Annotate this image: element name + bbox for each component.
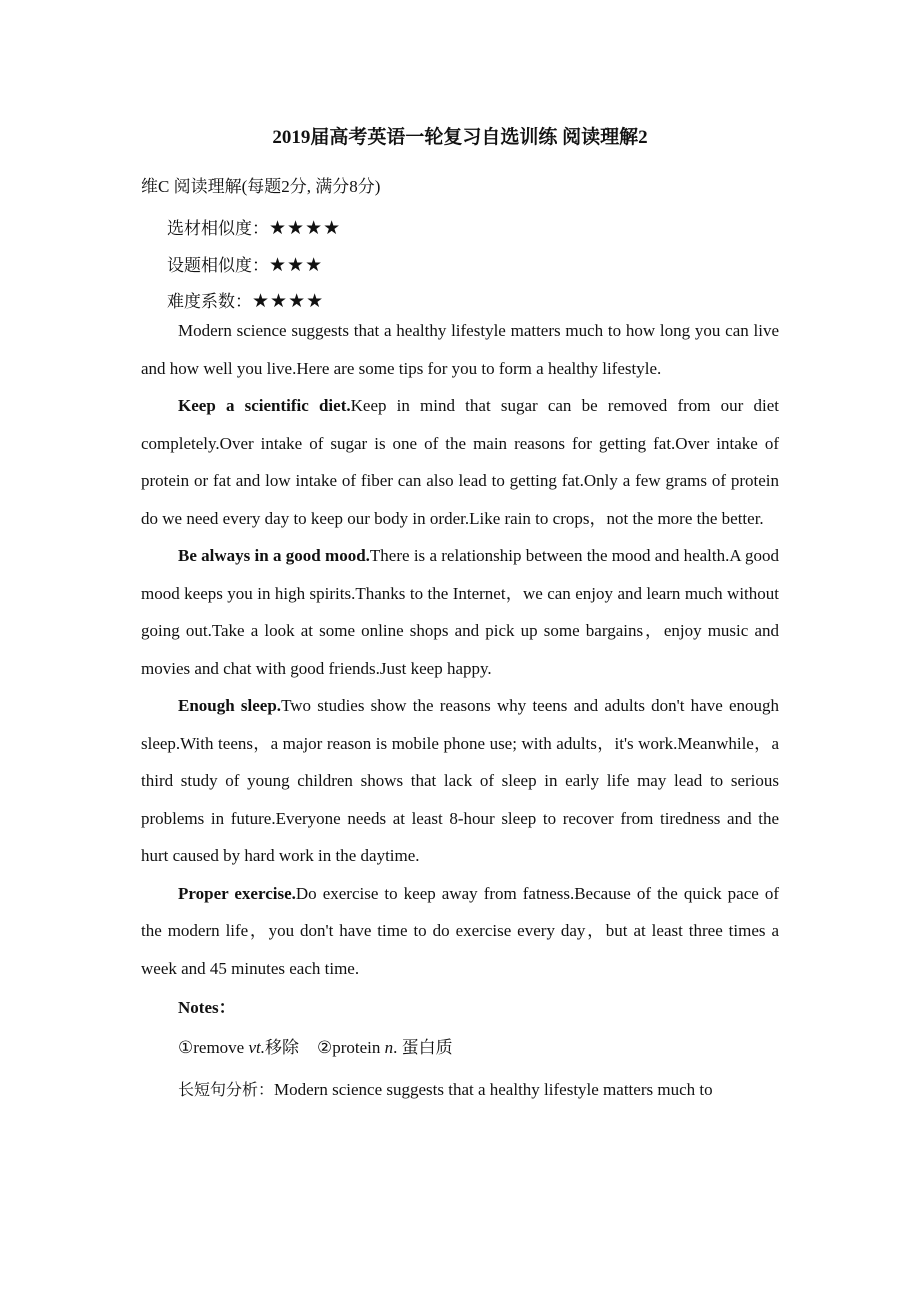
paragraph-lead: Proper exercise. [178, 883, 296, 903]
rating-label: 设题相似度： [167, 256, 269, 275]
analysis-label: 长短句分析： [178, 1080, 275, 1099]
paragraph-lead: Be always in a good mood. [178, 546, 370, 565]
paragraph-lead: Keep a scientific diet. [178, 396, 351, 415]
rating-difficulty [167, 287, 324, 313]
star-rating-icon: ★★★★ [252, 291, 325, 312]
article-paragraph: Keep a scientific diet.Keep in mind that sugar can be removed from our diet completely.Over intake of sugar is one of the main reasons for getting fat.Over intake of protein or fat and low intake of fiber can also lead to getting fat.Only a few grams of protein do we need every day to keep our body in order.Like rain to crops，not the more the better. [141, 396, 779, 528]
rating-label: 选材相似度： [167, 219, 269, 238]
star-rating-icon: ★★★ [269, 255, 324, 276]
article-paragraph: Be always in a good mood.There is a relationship between the mood and health.A good mood keeps you in high spirits.Thanks to the Internet，we can enjoy and learn much without going out.Take a look at some online shops and pick up some bargains，enjoy music and movies and chat with good friends.Just keep happy. [141, 546, 779, 678]
rating-material-similarity [167, 214, 341, 240]
article-body [141, 312, 779, 1111]
rating-label: 难度系数： [167, 292, 252, 311]
page-title: 2019届高考英语一轮复习自选训练 阅读理解2 [272, 127, 648, 148]
article-paragraph: Enough sleep.Two studies show the reasons why teens and adults don't have enough sleep.With teens，a major reason is mobile phone use; with adults，it's work.Meanwhile，a third study of young children shows that lack of sleep in early life may lead to serious problems in future.Everyone needs at least 8-hour sleep to recover from tiredness and the hurt caused by hard work in the daytime. [141, 696, 780, 865]
notes-vocabulary: ①remove vt.移除 ②protein n. 蛋白质 [178, 1038, 453, 1057]
article-paragraph: Modern science suggests that a healthy lifestyle matters much to how long you can live and how well you live.Here are some tips for you to form a healthy lifestyle. [141, 321, 779, 378]
section-heading: 维C 阅读理解(每题2分, 满分8分) [141, 177, 381, 196]
rating-question-similarity [167, 251, 323, 277]
notes-heading: Notes： [178, 998, 236, 1017]
star-rating-icon: ★★★★ [269, 218, 342, 239]
sentence-analysis: 长短句分析：Modern science suggests that a healthy lifestyle matters much to [178, 1080, 713, 1099]
article-paragraph: Proper exercise.Do exercise to keep away from fatness.Because of the quick pace of the modern life，you don't have time to do exercise every day，but at least three times a week and 45 minutes each time. [141, 883, 779, 978]
paragraph-lead: Enough sleep. [178, 696, 282, 715]
